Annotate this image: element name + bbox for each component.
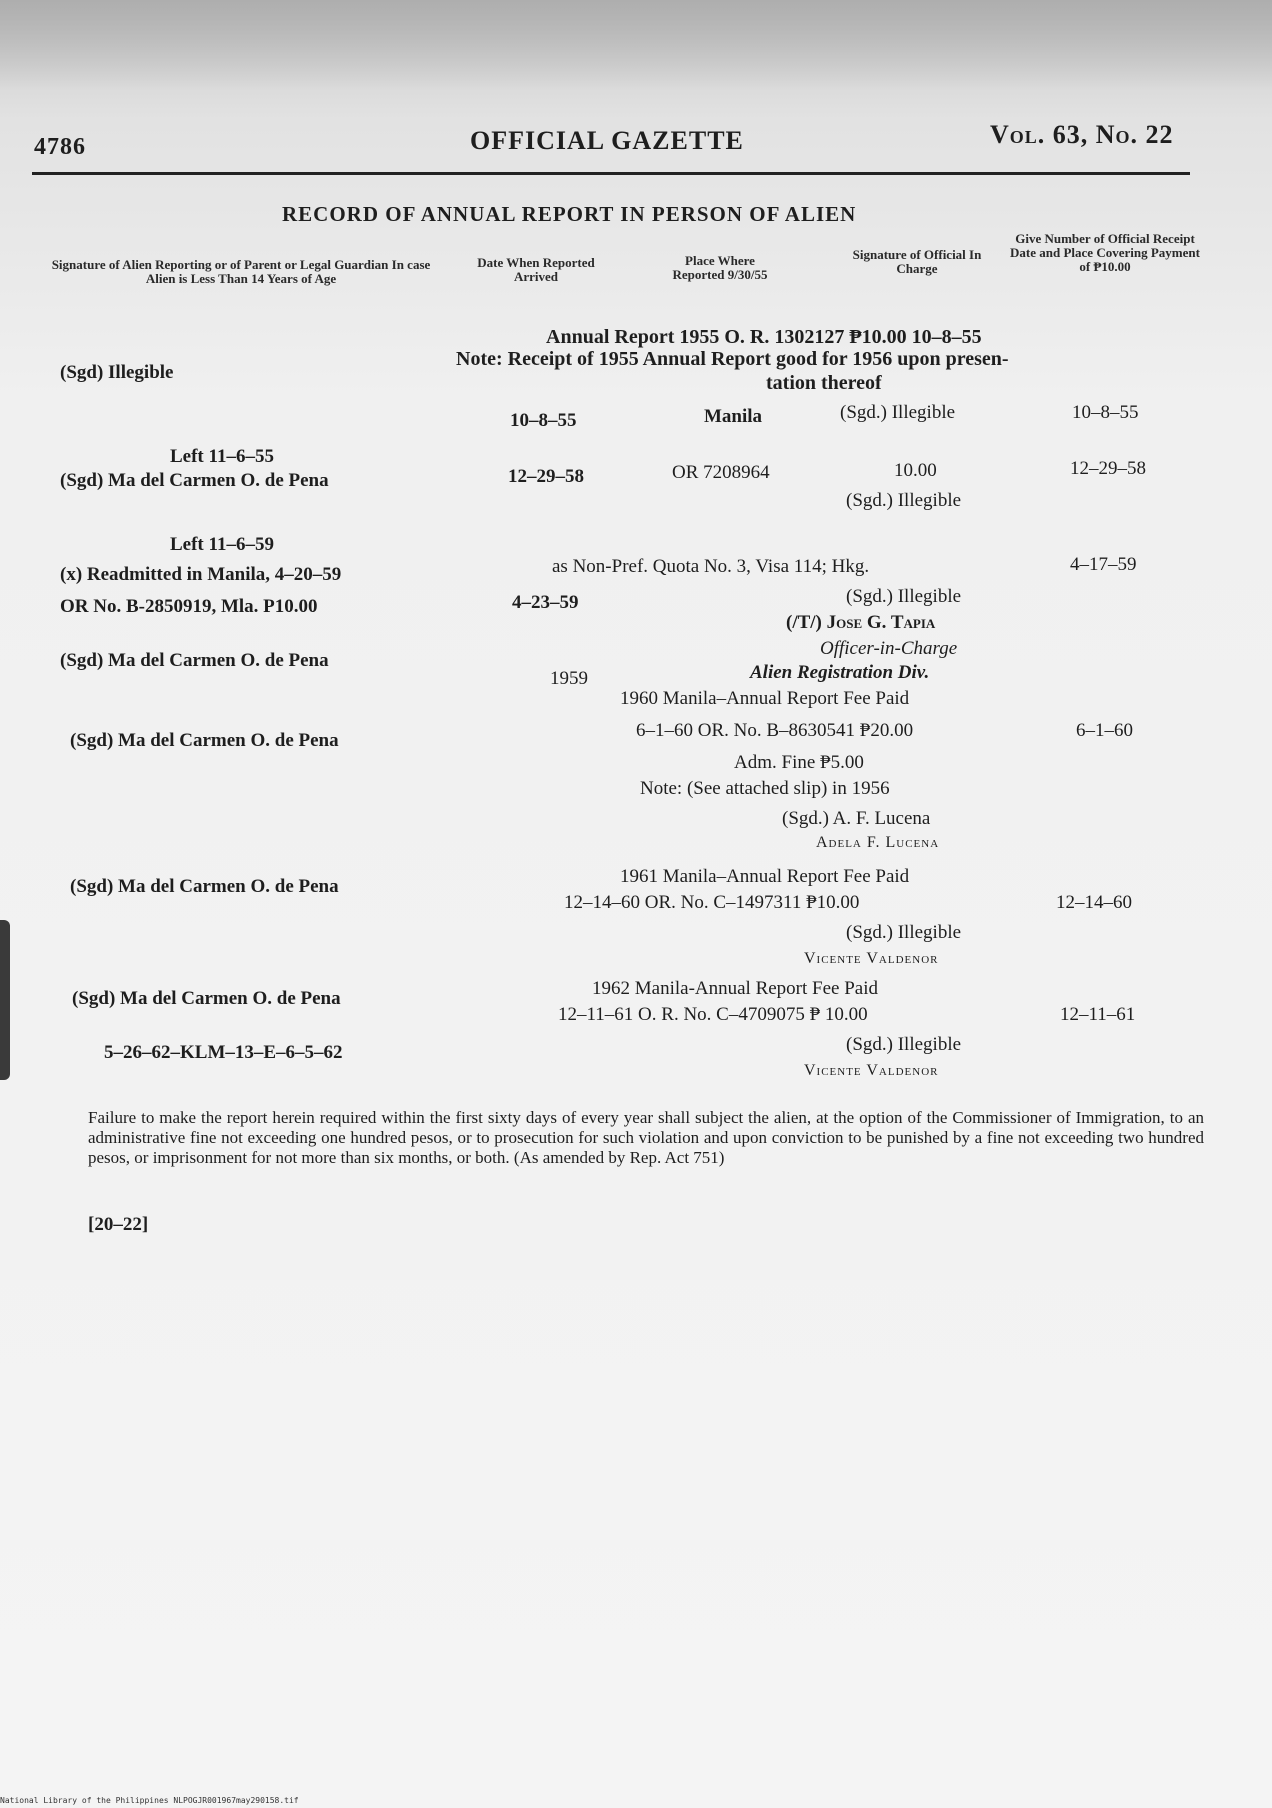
row5-name: Vicente Valdenor [804, 950, 939, 967]
readmitted: (x) Readmitted in Manila, 4–20–59 [60, 564, 342, 585]
row4-receipt: 6–1–60 [1076, 720, 1133, 741]
tapia [786, 612, 935, 634]
row2-date: 12–29–58 [508, 466, 584, 487]
or-number: OR No. B-2850919, Mla. P10.00 [60, 596, 318, 617]
row4-alien: (Sgd) Ma del Carmen O. de Pena [70, 730, 339, 751]
row1-receipt: 10–8–55 [1072, 402, 1139, 423]
lucena-signature: (Sgd.) A. F. Lucena [782, 808, 931, 829]
note-1955-line1: Note: Receipt of 1955 Annual Report good for 1956 upon presen- [456, 348, 1009, 370]
volume-number: Vol. 63, No. 22 [990, 120, 1174, 149]
row6-alien: (Sgd) Ma del Carmen O. de Pena [72, 988, 341, 1009]
alien-registration-div: Alien Registration Div. [750, 662, 930, 683]
col-date-when: Date When Reported Arrived [477, 255, 595, 284]
fee-1962: 1962 Manila-Annual Report Fee Paid [592, 978, 879, 999]
row2-official: (Sgd.) Illegible [846, 490, 962, 511]
row3-alien: (Sgd) Ma del Carmen O. de Pena [60, 650, 329, 671]
row5-or: 12–14–60 OR. No. C–1497311 ₱10.00 [564, 892, 860, 913]
row5-signature: (Sgd.) Illegible [846, 922, 962, 943]
col-signature-alien: Signature of Alien Reporting or of Parent or Legal Guardian In case Alien is Less Than 14 Years of Age [51, 257, 431, 286]
legal-notice: Failure to make the report herein required within the first sixty days of every year shall subject the alien, at the option of the Commissioner of Immigration, to an administrative fine not exceeding one hundred pesos, or to prosecution for such violation and upon conviction to be punished by a fine not exceeding two hundred pesos, or imprisonment for not more than six months, or both. (As amended by Rep. Act 751) [88, 1108, 1204, 1167]
klm-reference: 5–26–62–KLM–13–E–6–5–62 [104, 1042, 343, 1063]
record-title: RECORD OF ANNUAL REPORT IN PERSON OF ALIEN [282, 202, 857, 226]
scan-shading [0, 0, 1272, 90]
col-signature-official: Signature of Official In Charge [852, 247, 982, 276]
or-date: 4–23–59 [512, 592, 579, 613]
scan-caption: National Library of the Philippines NLPOGJR001967may290158.tif [0, 1796, 299, 1805]
row2-receipt: 12–29–58 [1070, 458, 1146, 479]
alien-signature-illegible: (Sgd) Illegible [60, 362, 174, 383]
officer-in-charge: Officer-in-Charge [820, 638, 958, 659]
row5-receipt: 12–14–60 [1056, 892, 1132, 913]
gazette-title: OFFICIAL GAZETTE [470, 126, 744, 155]
adm-fine: Adm. Fine ₱5.00 [734, 752, 864, 773]
row1-date: 10–8–55 [510, 410, 577, 431]
fee-1960: 1960 Manila–Annual Report Fee Paid [620, 688, 910, 709]
row6-signature: (Sgd.) Illegible [846, 1034, 962, 1055]
row6-receipt: 12–11–61 [1060, 1004, 1136, 1025]
row4-or: 6–1–60 OR. No. B–8630541 ₱20.00 [636, 720, 914, 741]
left-2: Left 11–6–59 [170, 534, 274, 555]
row1-place: Manila [704, 406, 763, 427]
row3-year: 1959 [550, 668, 588, 689]
row2-alien: (Sgd) Ma del Carmen O. de Pena [60, 470, 329, 491]
row3-official: (Sgd.) Illegible [846, 586, 962, 607]
scan-edge-shadow [0, 920, 10, 1080]
page-number: 4786 [34, 134, 86, 160]
page-reference: [20–22] [88, 1214, 149, 1235]
row2-amount: 10.00 [894, 460, 937, 481]
annual-1955: Annual Report 1955 O. R. 1302127 ₱10.00 10–8–55 [546, 326, 982, 348]
header-rule [32, 172, 1190, 175]
row5-alien: (Sgd) Ma del Carmen O. de Pena [70, 876, 339, 897]
row6-name: Vicente Valdenor [804, 1062, 939, 1079]
row6-or: 12–11–61 O. R. No. C–4709075 ₱ 10.00 [558, 1004, 868, 1025]
readmit-receipt: 4–17–59 [1070, 554, 1137, 575]
row2-place: OR 7208964 [672, 462, 770, 483]
row1-official: (Sgd.) Illegible [840, 402, 956, 423]
col-receipt-number: Give Number of Official Receipt Date and Place Covering Payment of ₱10.00 [1010, 231, 1200, 274]
col-place-where: Place Where Reported 9/30/55 [672, 253, 768, 282]
note-slip: Note: (See attached slip) in 1956 [640, 778, 890, 799]
readmit-note: as Non-Pref. Quota No. 3, Visa 114; Hkg. [552, 556, 870, 577]
left-1: Left 11–6–55 [170, 446, 274, 467]
note-1955-line2: tation thereof [766, 372, 882, 394]
fee-1961: 1961 Manila–Annual Report Fee Paid [620, 866, 910, 887]
lucena-name: Adela F. Lucena [816, 834, 940, 851]
tapia-text: (/T/) Jose G. Tapia [786, 612, 936, 633]
